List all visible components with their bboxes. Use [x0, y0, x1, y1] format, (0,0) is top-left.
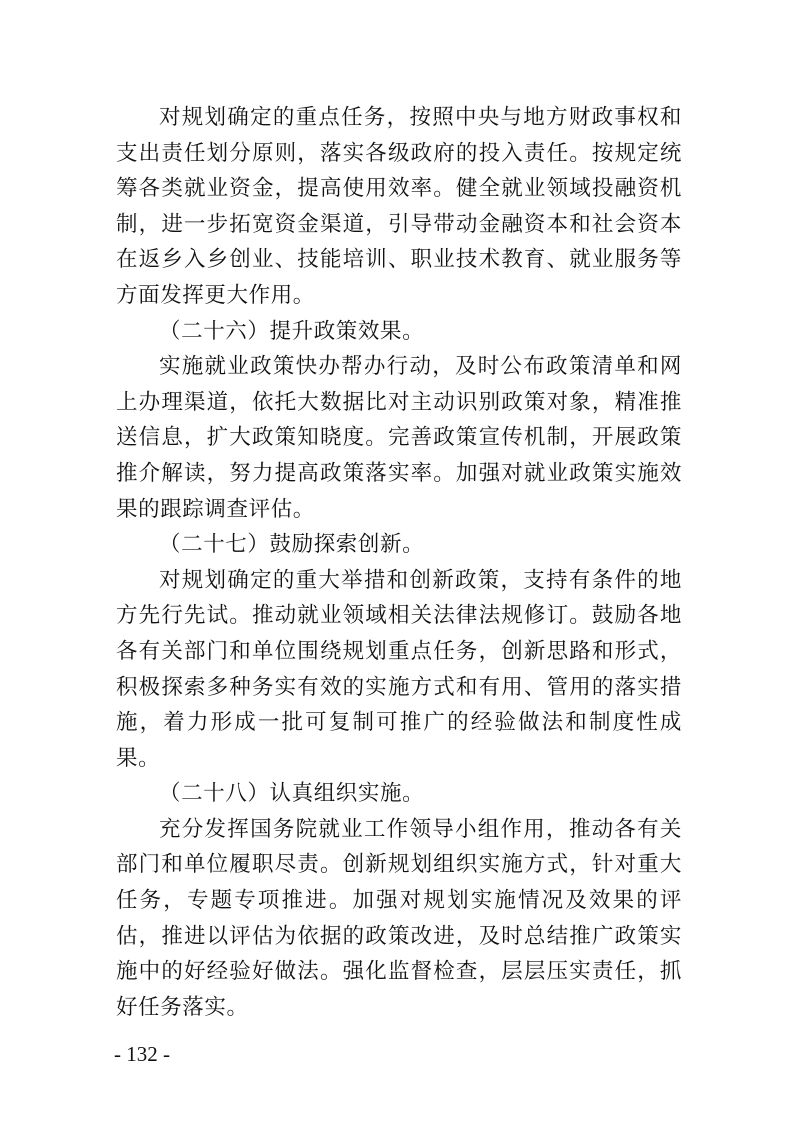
paragraph-policy-effect: 实施就业政策快办帮办行动，及时公布政策清单和网上办理渠道，依托大数据比对主动识别政策对象，精准推送信息，扩大政策知晓度。完善政策宣传机制，开展政策推介解读，努力提高政策落实率。加强对就业政策实施效果的跟踪调查评估。: [116, 354, 682, 522]
paragraph-funding: 对规划确定的重点任务，按照中央与地方财政事权和支出责任划分原则，落实各级政府的投入责任。按规定统筹各类就业资金，提高使用效率。健全就业领域投融资机制，进一步拓宽资金渠道，引导带动金融资本和社会资本在返乡入乡创业、技能培训、职业技术教育、就业服务等方面发挥更大作用。: [116, 105, 682, 308]
document-body: [116, 100, 682, 1025]
paragraph-implementation: 充分发挥国务院就业工作领导小组作用，推动各有关部门和单位履职尽责。创新规划组织实施方式，针对重大任务，专题专项推进。加强对规划实施情况及效果的评估，推进以评估为依据的政策改进，及时总结推广政策实施中的好经验好做法。强化监督检查，层层压实责任，抓好任务落实。: [116, 816, 682, 1020]
section-heading-27: （二十七）鼓励探索创新。: [159, 532, 425, 558]
section-heading-26: （二十六）提升政策效果。: [159, 318, 425, 344]
page-number: - 132 -: [114, 1042, 170, 1066]
section-heading-28: （二十八）认真组织实施。: [159, 781, 425, 807]
paragraph-innovation: 对规划确定的重大举措和创新政策，支持有条件的地方先行先试。推动就业领域相关法律法规修订。鼓励各地各有关部门和单位围绕规划重点任务，创新思路和形式，积极探索多种务实有效的实施方式和有用、管用的落实措施，着力形成一批可复制可推广的经验做法和制度性成果。: [116, 567, 682, 771]
